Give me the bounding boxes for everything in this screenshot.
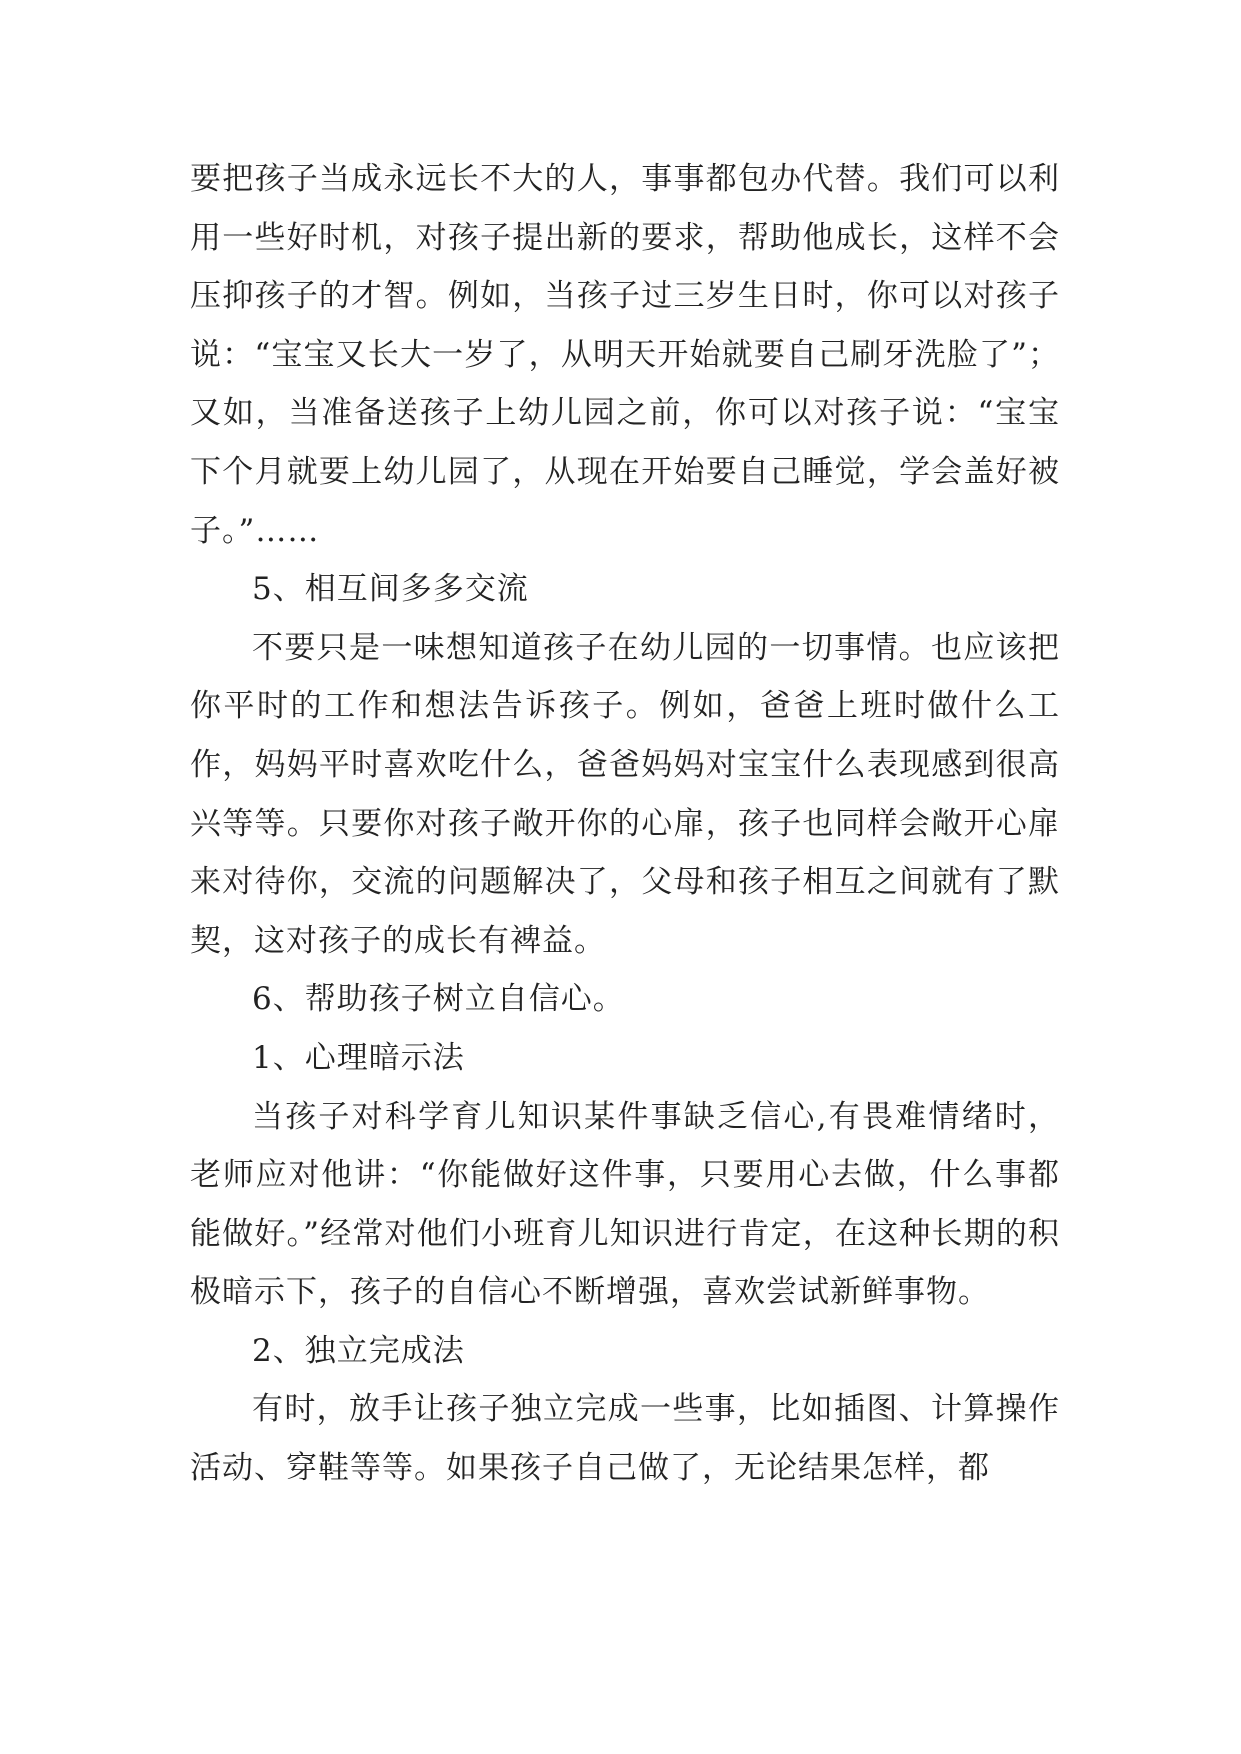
section-heading-communication: 5、相互间多多交流 — [252, 571, 529, 608]
paragraph-continuation: 要把孩子当成永远长不大的人，事事都包办代替。我们可以利用一些好时机，对孩子提出新的要求，帮助他成长，这样不会压抑孩子的才智。例如，当孩子过三岁生日时，你可以对孩子说：“宝宝又长大一岁了，从明天开始就要自己刷牙洗脸了”；又如，当准备送孩子上幼儿园之前，你可以对孩子说：“宝宝下个月就要上幼儿园了，从现在开始要自己睡觉，学会盖好被子。”…… — [190, 161, 1060, 549]
subheading-independent-completion: 2、独立完成法 — [252, 1332, 465, 1369]
paragraph-independent-completion: 有时，放手让孩子独立完成一些事，比如插图、计算操作活动、穿鞋等等。如果孩子自己做了，无论结果怎样，都 — [190, 1391, 1060, 1487]
paragraph-communication: 不要只是一味想知道孩子在幼儿园的一切事情。也应该把你平时的工作和想法告诉孩子。例如，爸爸上班时做什么工作，妈妈平时喜欢吃什么，爸爸妈妈对宝宝什么表现感到很高兴等等。只要你对孩子敞开你的心扉，孩子也同样会敞开心扉来对待你，交流的问题解决了，父母和孩子相互之间就有了默契，这对孩子的成长有裨益。 — [190, 629, 1060, 959]
paragraph-psychological-suggestion: 当孩子对科学育儿知识某件事缺乏信心,有畏难情绪时，老师应对他讲：“你能做好这件事，只要用心去做，什么事都能做好。”经常对他们小班育儿知识进行肯定，在这种长期的积极暗示下，孩子的自信心不断增强，喜欢尝试新鲜事物。 — [190, 1098, 1060, 1311]
subheading-psychological-suggestion: 1、心理暗示法 — [252, 1039, 465, 1076]
document-body — [190, 150, 1060, 1498]
section-heading-confidence: 6、帮助孩子树立自信心。 — [252, 981, 625, 1018]
